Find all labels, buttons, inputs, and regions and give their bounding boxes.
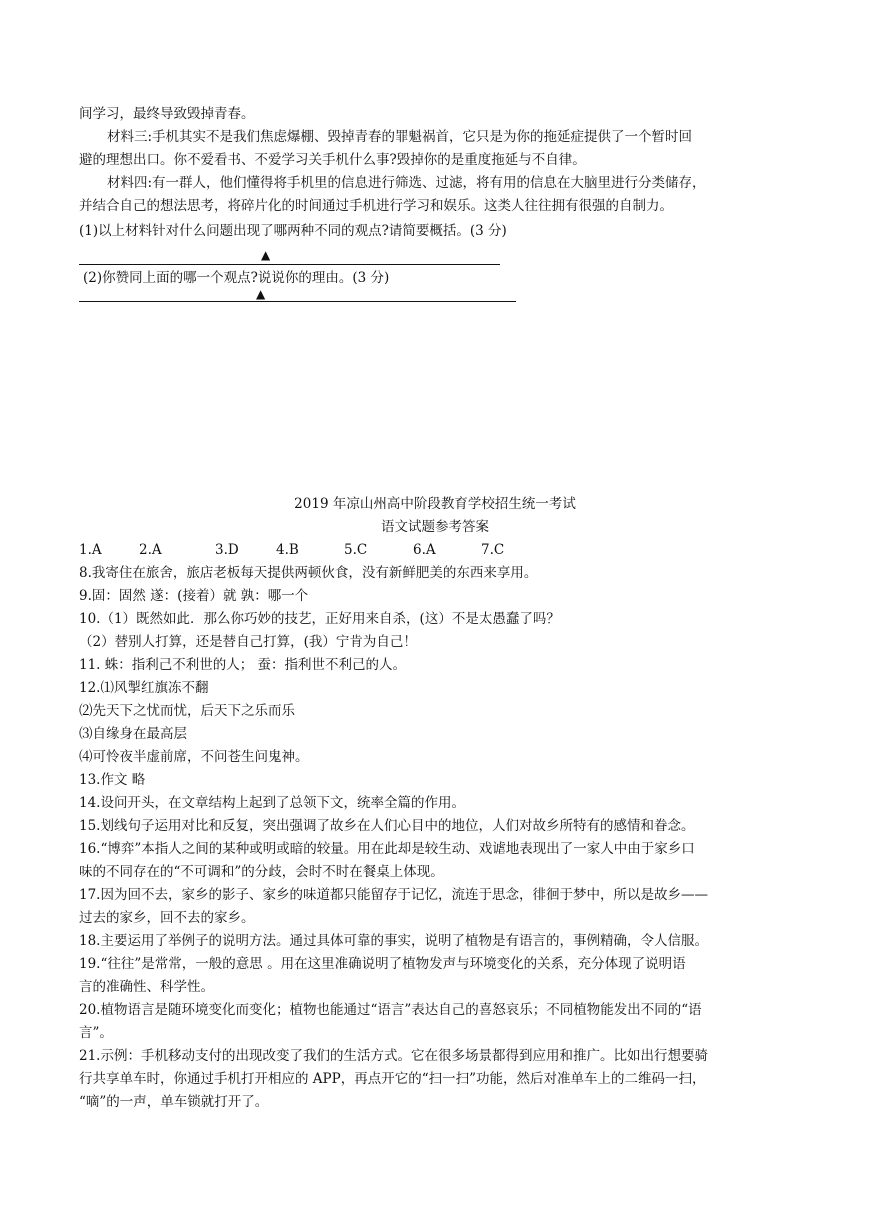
answer-area-2[interactable] [79, 287, 791, 312]
material-section [79, 103, 791, 312]
answer-line-text: ⑶自缘身在最高层 [79, 726, 187, 742]
answer-line [79, 301, 516, 302]
answer-line-text: 言的准确性、科学性。 [79, 979, 214, 995]
answer-title: 2019 年凉山州高中阶段教育学校招生统一考试 [294, 496, 576, 512]
text-line: 材料三:手机其实不是我们焦虑爆棚、毁掉青春的罪魁祸首，它只是为你的拖延症提供了一个暂时回 [107, 129, 693, 145]
answer-line-text: 14.设问开头，在文章结构上起到了总领下文，统率全篇的作用。 [79, 795, 465, 811]
answer-line-text: 言”。 [79, 1025, 113, 1041]
answer-line-text: 18.主要运用了举例子的说明方法。通过具体可靠的事实，说明了植物是有语言的，事例精确，令人信服。 [79, 933, 708, 949]
question-1: (1)以上材料针对什么问题出现了哪两种不同的观点?请简要概括。(3 分) [79, 223, 507, 239]
answer-line-text: 行共享单车时，你通过手机打开相应的 APP，再点开它的“扫一扫”功能，然后对准单车上的二维码一扫， [79, 1071, 706, 1087]
answer-line-text: 过去的家乡，回不去的家乡。 [79, 910, 255, 926]
answer-line-text: ⑷可怜夜半虚前席，不问苍生问鬼神。 [79, 749, 309, 765]
answer-line-text: ⑵先天下之忧而忧，后天下之乐而乐 [79, 703, 295, 719]
answer-line-text: 16.“博弈”本指人之间的某种或明或暗的较量。用在此却是较生动、戏谑地表现出了一家人中由于家乡口 [79, 841, 695, 857]
answer-line-text: 15.划线句子运用对比和反复，突出强调了故乡在人们心目中的地位，人们对故乡所特有的感情和眷念。 [79, 818, 695, 834]
text-line: 间学习，最终导致毁掉青春。 [79, 106, 255, 122]
text-line: 材料四:有一群人，他们懂得将手机里的信息进行筛选、过滤，将有用的信息在大脑里进行分类储存， [107, 175, 706, 191]
choice-answer: 7.C [481, 542, 505, 558]
choice-answer: 6.A [413, 542, 436, 558]
text-line: 并结合自己的想法思考，将碎片化的时间通过手机进行学习和娱乐。这类人往往拥有很强的自制力。 [79, 198, 673, 214]
answer-line-text: “嘀”的一声，单车锁就打开了。 [79, 1094, 269, 1110]
choice-answer: 3.D [215, 542, 239, 558]
choice-answers-row [79, 539, 791, 562]
answer-line-text: 9.固：固然 遂：(接着）就 孰：哪一个 [79, 588, 309, 604]
choice-answer: 2.A [139, 542, 162, 558]
choice-answer: 4.B [276, 542, 299, 558]
choice-answer: 5.C [344, 542, 368, 558]
question-2: (2)你赞同上面的哪一个观点?说说你的理由。(3 分) [83, 270, 390, 286]
text-line: 避的理想出口。你不爱看书、不爱学习关手机什么事?毁掉你的是重度拖延与不自律。 [79, 152, 586, 168]
answer-line-text: 味的不同存在的“不可调和”的分歧，会时不时在餐桌上体现。 [79, 864, 444, 880]
answer-line-text: 19.“往往”是常常，一般的意思 。用在这里准确说明了植物发声与环境变化的关系，充分体现了说明语 [79, 956, 686, 972]
choice-answer: 1.A [79, 542, 102, 558]
triangle-marker-icon: ▲ [261, 248, 271, 262]
answer-line-text: 11. 蛛：指利己不利世的人； 蚕：指利世不利己的人。 [79, 657, 407, 673]
answer-line-text: 17.因为回不去，家乡的影子、家乡的味道都只能留存于记忆，流连于思念，徘徊于梦中，所以是故乡—— [79, 887, 708, 903]
answer-line-text: 8.我寄住在旅舍，旅店老板每天提供两顿伙食，没有新鲜肥美的东西来享用。 [79, 565, 538, 581]
answer-line-text: 21.示例：手机移动支付的出现改变了我们的生活方式。它在很多场景都得到应用和推广。比如出行想要骑 [79, 1048, 708, 1064]
answer-line [79, 264, 500, 265]
answer-subtitle: 语文试题参考答案 [381, 519, 489, 535]
answer-area-1[interactable] [79, 243, 791, 265]
answer-line-text: 12.⑴风掣红旗冻不翻 [79, 680, 209, 696]
answer-line-text: 10.（1）既然如此．那么你巧妙的技艺，正好用来自杀，(这）不是太愚蠢了吗？ [79, 611, 560, 627]
answer-line-text: 13.作文 略 [79, 772, 146, 788]
answer-line-text: 20.植物语言是随环境变化而变化；植物也能通过“语言”表达自己的喜怒哀乐；不同植物能发出不同的“语 [79, 1002, 702, 1018]
answer-key-section [79, 493, 791, 1114]
answer-line-text: （2）替别人打算，还是替自己打算，(我）宁肯为自己！ [79, 634, 417, 650]
triangle-marker-icon: ▲ [256, 287, 266, 301]
